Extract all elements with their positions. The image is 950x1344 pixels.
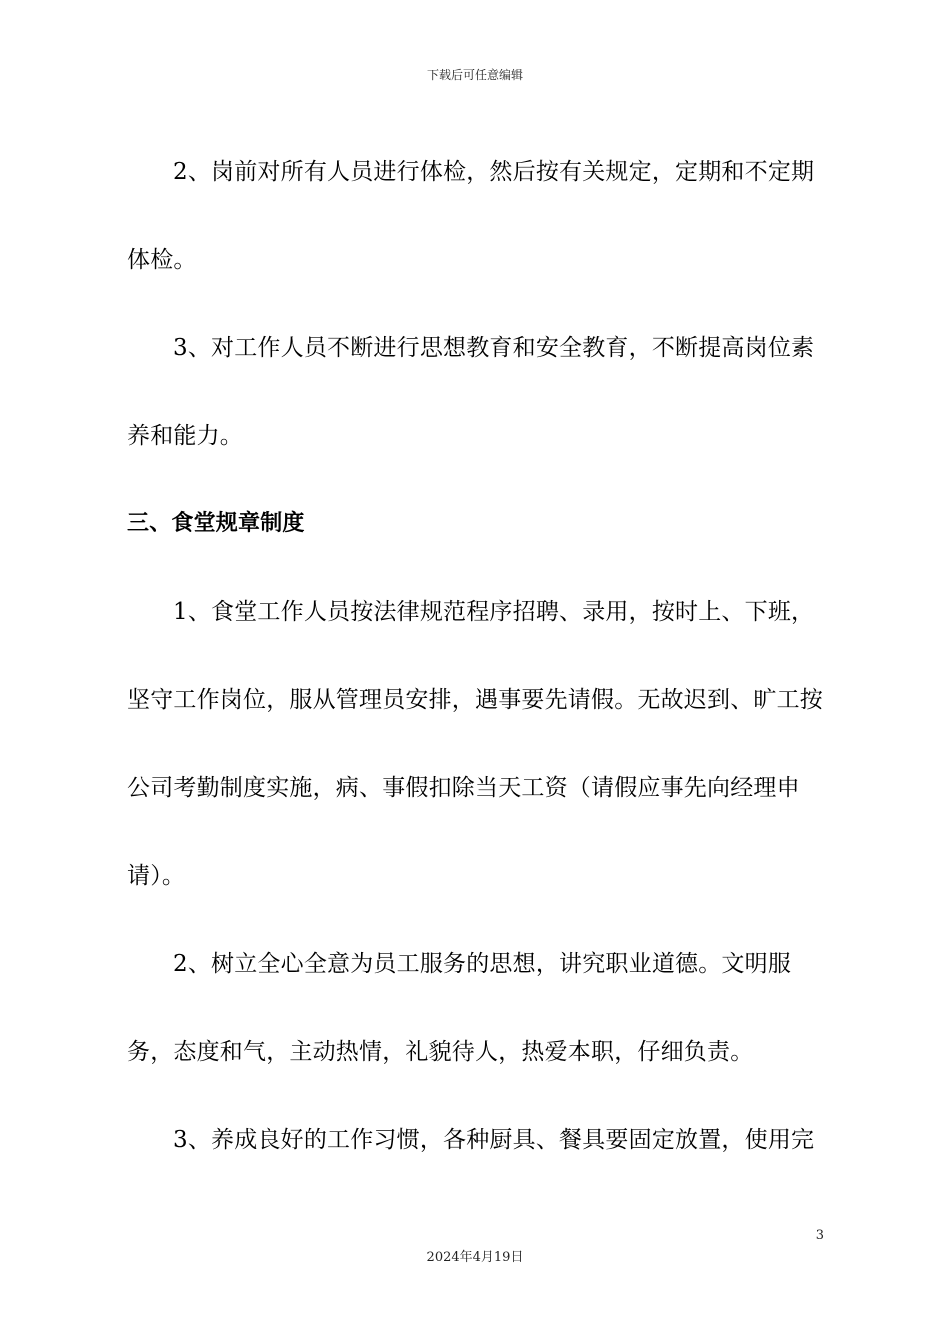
footer-date: 2024年4月19日 <box>426 1250 524 1265</box>
page-number: 3 <box>815 1228 824 1243</box>
page-header: 下载后可任意编辑 <box>426 68 523 82</box>
paragraph-line: 2、树立全心全意为员工服务的思想，讲究职业道德。文明服 <box>173 951 792 977</box>
paragraph-line: 公司考勤制度实施，病、事假扣除当天工资（请假应事先向经理申 <box>127 775 800 801</box>
paragraph-line: 3、对工作人员不断进行思想教育和安全教育，不断提高岗位素 <box>173 335 815 361</box>
section-heading: 三、食堂规章制度 <box>127 511 305 536</box>
paragraph-line: 1、食堂工作人员按法律规范程序招聘、录用，按时上、下班， <box>173 599 815 625</box>
paragraph-line: 请）。 <box>127 863 186 889</box>
paragraph-line: 2、岗前对所有人员进行体检，然后按有关规定，定期和不定期 <box>173 159 815 185</box>
paragraph-line: 体检。 <box>127 247 197 273</box>
paragraph-line: 坚守工作岗位，服从管理员安排，遇事要先请假。无故迟到、旷工按 <box>127 687 823 713</box>
paragraph-line: 务，态度和气，主动热情，礼貌待人，热爱本职，仔细负责。 <box>127 1039 754 1065</box>
paragraph-line: 3、养成良好的工作习惯，各种厨具、餐具要固定放置，使用完 <box>173 1127 815 1153</box>
document-body <box>127 150 827 1206</box>
paragraph-line: 养和能力。 <box>127 423 243 449</box>
